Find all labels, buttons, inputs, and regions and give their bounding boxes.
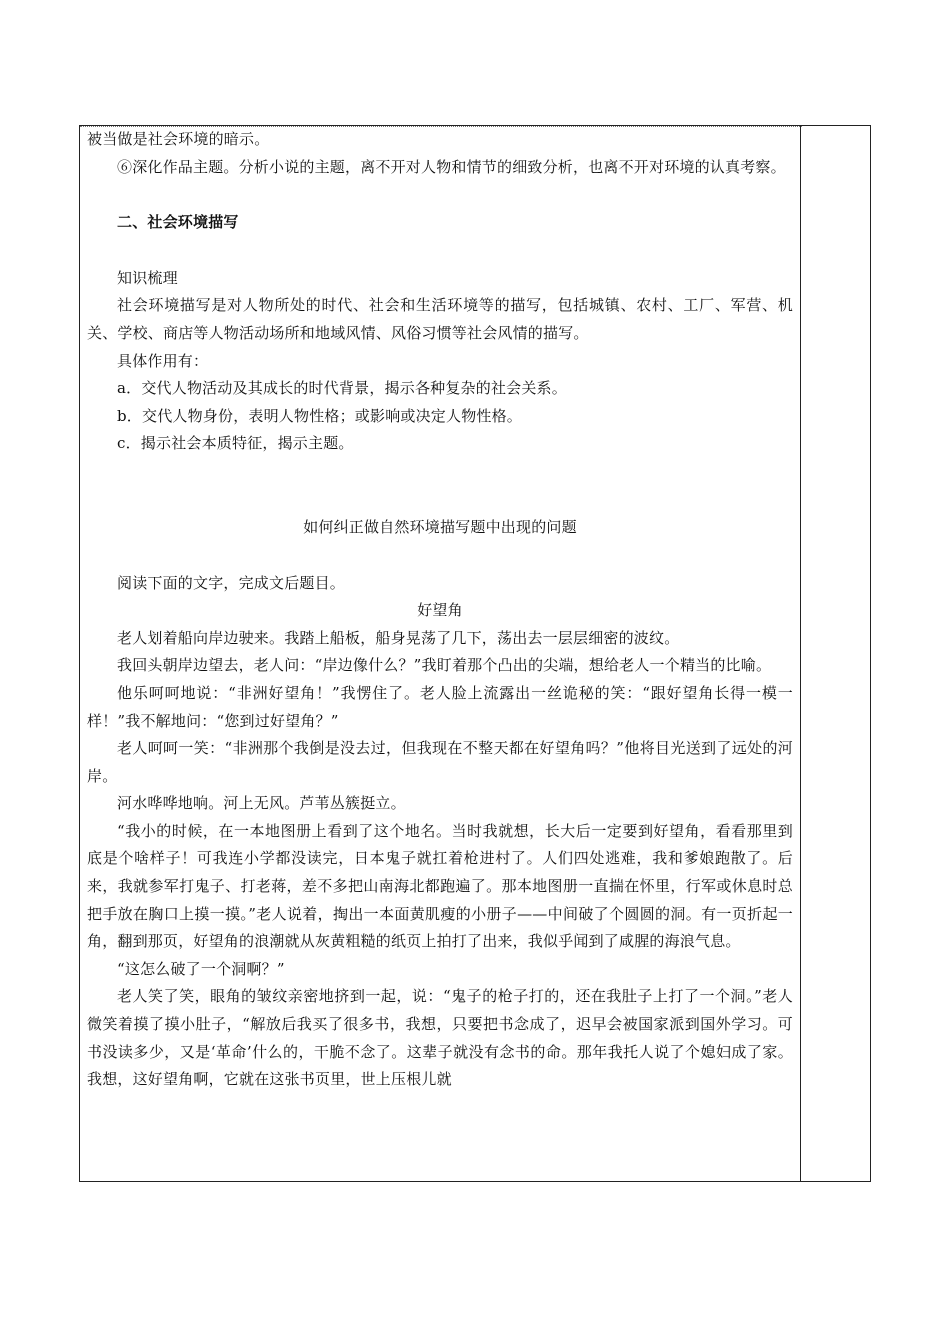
story-paragraph: 他乐呵呵地说：“非洲好望角！”我愣住了。老人脸上流露出一丝诡秘的笑：“跟好望角长得一模一样！”我不解地问：“您到过好望角？” (87, 683, 793, 730)
definition-paragraph: 社会环境描写是对人物所处的时代、社会和生活环境等的描写，包括城镇、农村、工厂、军营、机关、学校、商店等人物活动场所和地域风情、风俗习惯等社会风情的描写。 (87, 296, 793, 342)
story-paragraph: 老人划着船向岸边驶来。我踏上船板，船身晃荡了几下，荡出去一层层细密的波纹。 (117, 628, 680, 647)
effect-item: c．揭示社会本质特征，揭示主题。 (117, 434, 354, 453)
story-title: 好望角 (417, 601, 463, 620)
effect-item: b．交代人物身份，表明人物性格；或影响或决定人物性格。 (117, 406, 523, 425)
section-heading: 二、社会环境描写 (117, 213, 239, 232)
story-paragraph: 老人呵呵一笑：“非洲那个我倒是没去过，但我现在不整天都在好望角吗？”他将目光送到了远处的河岸。 (87, 739, 793, 785)
story-paragraph: “这怎么破了一个洞啊？” (117, 959, 285, 978)
continued-line: 被当做是社会环境的暗示。 (87, 130, 270, 148)
story-paragraph: 老人笑了笑，眼角的皱纹亲密地挤到一起，说：“鬼子的枪子打的，还在我肚子上打了一个洞。”老人微笑着摸了摸小肚子，“解放后我买了很多书，我想，只要把书念成了，迟早会被国家派到国外学习。可书没读多少，又是‘革命’什么的，干脆不念了。这辈子就没有念书的命。那年我托人说了个媳妇成了家。我想，这好望角啊，它就在这张书页里，世上压根儿就 (87, 987, 793, 1089)
instruction: 阅读下面的文字，完成文后题目。 (117, 573, 346, 592)
story-paragraph: 河水哗哗地响。河上无风。芦苇丛簇挺立。 (117, 794, 406, 813)
document-table (79, 125, 871, 1182)
notes-column (800, 126, 870, 1181)
effect-item: a．交代人物活动及其成长的时代背景，揭示各种复杂的社会关系。 (117, 379, 567, 398)
section-title: 如何纠正做自然环境描写题中出现的问题 (303, 517, 577, 536)
story-paragraph: “我小的时候，在一本地图册上看到了这个地名。当时我就想，长大后一定要到好望角，看看那里到底是个啥样子！可我连小学都没读完，日本鬼子就扛着枪进村了。人们四处逃难，我和爹娘跑散了。后来，我就参军打鬼子、打老蒋，差不多把山南海北都跑遍了。那本地图册一直揣在怀里，行军或休息时总把手放在胸口上摸一摸。”老人说着，掏出一本面黄肌瘦的小册子——中间破了个圆圆的洞。有一页折起一角，翻到那页，好望角的浪潮就从灰黄粗糙的纸页上拍打了出来，我似乎闻到了咸腥的海浪气息。 (87, 821, 793, 951)
item-6: ⑥深化作品主题。分析小说的主题，离不开对人物和情节的细致分析，也离不开对环境的认真考察。 (117, 157, 786, 176)
subheading: 知识梳理 (117, 268, 178, 287)
main-content (87, 126, 793, 1094)
story-paragraph: 我回头朝岸边望去，老人问：“岸边像什么？”我盯着那个凸出的尖端，想给老人一个精当的比喻。 (117, 656, 772, 675)
effects-intro: 具体作用有： (117, 351, 209, 370)
